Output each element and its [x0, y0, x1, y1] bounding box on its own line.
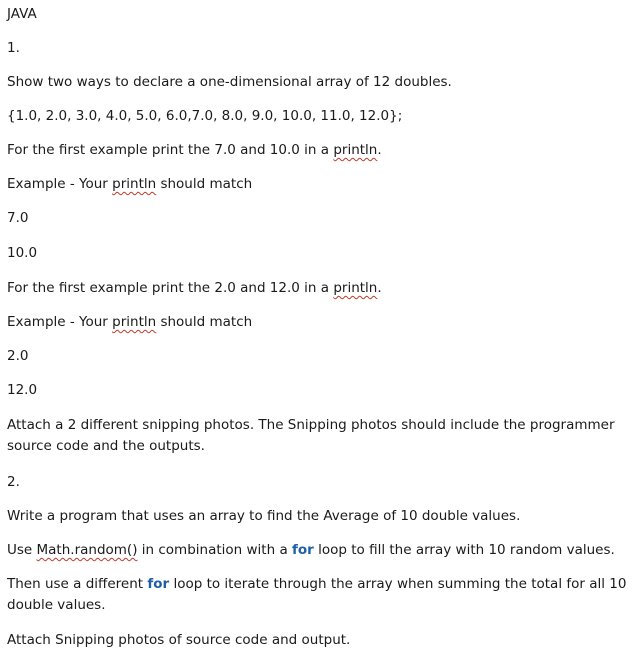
example-line-a — [7, 174, 632, 195]
print-instruction-b-text: For the first example print the 2.0 and 12.0 in a — [7, 280, 334, 296]
attach-instruction-1: Attach a 2 different snipping photos. The Snipping photos should include the programmer source code and the outputs. — [7, 417, 615, 454]
println-word: println — [112, 176, 157, 192]
doc-heading: JAVA — [7, 6, 37, 22]
print-instruction-a — [7, 140, 632, 161]
example-prefix: Example - Your — [7, 314, 113, 330]
question-1-number: 1. — [7, 40, 20, 56]
math-random-word: Math.random() — [36, 542, 138, 558]
expected-output-b1: 2.0 — [7, 348, 29, 364]
example-prefix: Example - Your — [7, 176, 113, 192]
for-keyword: for — [147, 576, 170, 592]
use-middle: in combination with a — [137, 542, 293, 558]
for-keyword: for — [292, 542, 314, 558]
println-word: println — [112, 314, 157, 330]
use-suffix: loop to fill the array with 10 random values. — [313, 542, 615, 558]
println-word: println — [333, 142, 378, 158]
expected-output-a1: 7.0 — [7, 210, 29, 226]
expected-output-a2: 10.0 — [7, 245, 38, 261]
summing-instruction — [7, 574, 632, 616]
period: . — [377, 142, 382, 158]
print-instruction-a-text: For the first example print the 7.0 and 10.0 in a — [7, 142, 334, 158]
print-instruction-b — [7, 278, 632, 299]
println-word: println — [333, 280, 378, 296]
question-1-instruction: Show two ways to declare a one-dimensional array of 12 doubles. — [7, 74, 452, 90]
period: . — [377, 280, 382, 296]
question-2-number: 2. — [7, 474, 20, 490]
math-random-instruction — [7, 540, 632, 561]
question-2-instruction: Write a program that uses an array to find the Average of 10 double values. — [7, 508, 521, 524]
expected-output-b2: 12.0 — [7, 382, 38, 398]
example-line-b — [7, 312, 632, 333]
use-prefix: Use — [7, 542, 37, 558]
example-suffix: should match — [156, 176, 253, 192]
attach-instruction-2: Attach Snipping photos of source code and output. — [7, 632, 351, 648]
then-suffix: loop to iterate through the array when summing the total for all 10 double values. — [7, 576, 627, 613]
example-suffix: should match — [156, 314, 253, 330]
then-prefix: Then use a different — [7, 576, 148, 592]
array-literal: {1.0, 2.0, 3.0, 4.0, 5.0, 6.0,7.0, 8.0, 9.0, 10.0, 11.0, 12.0}; — [7, 108, 403, 124]
